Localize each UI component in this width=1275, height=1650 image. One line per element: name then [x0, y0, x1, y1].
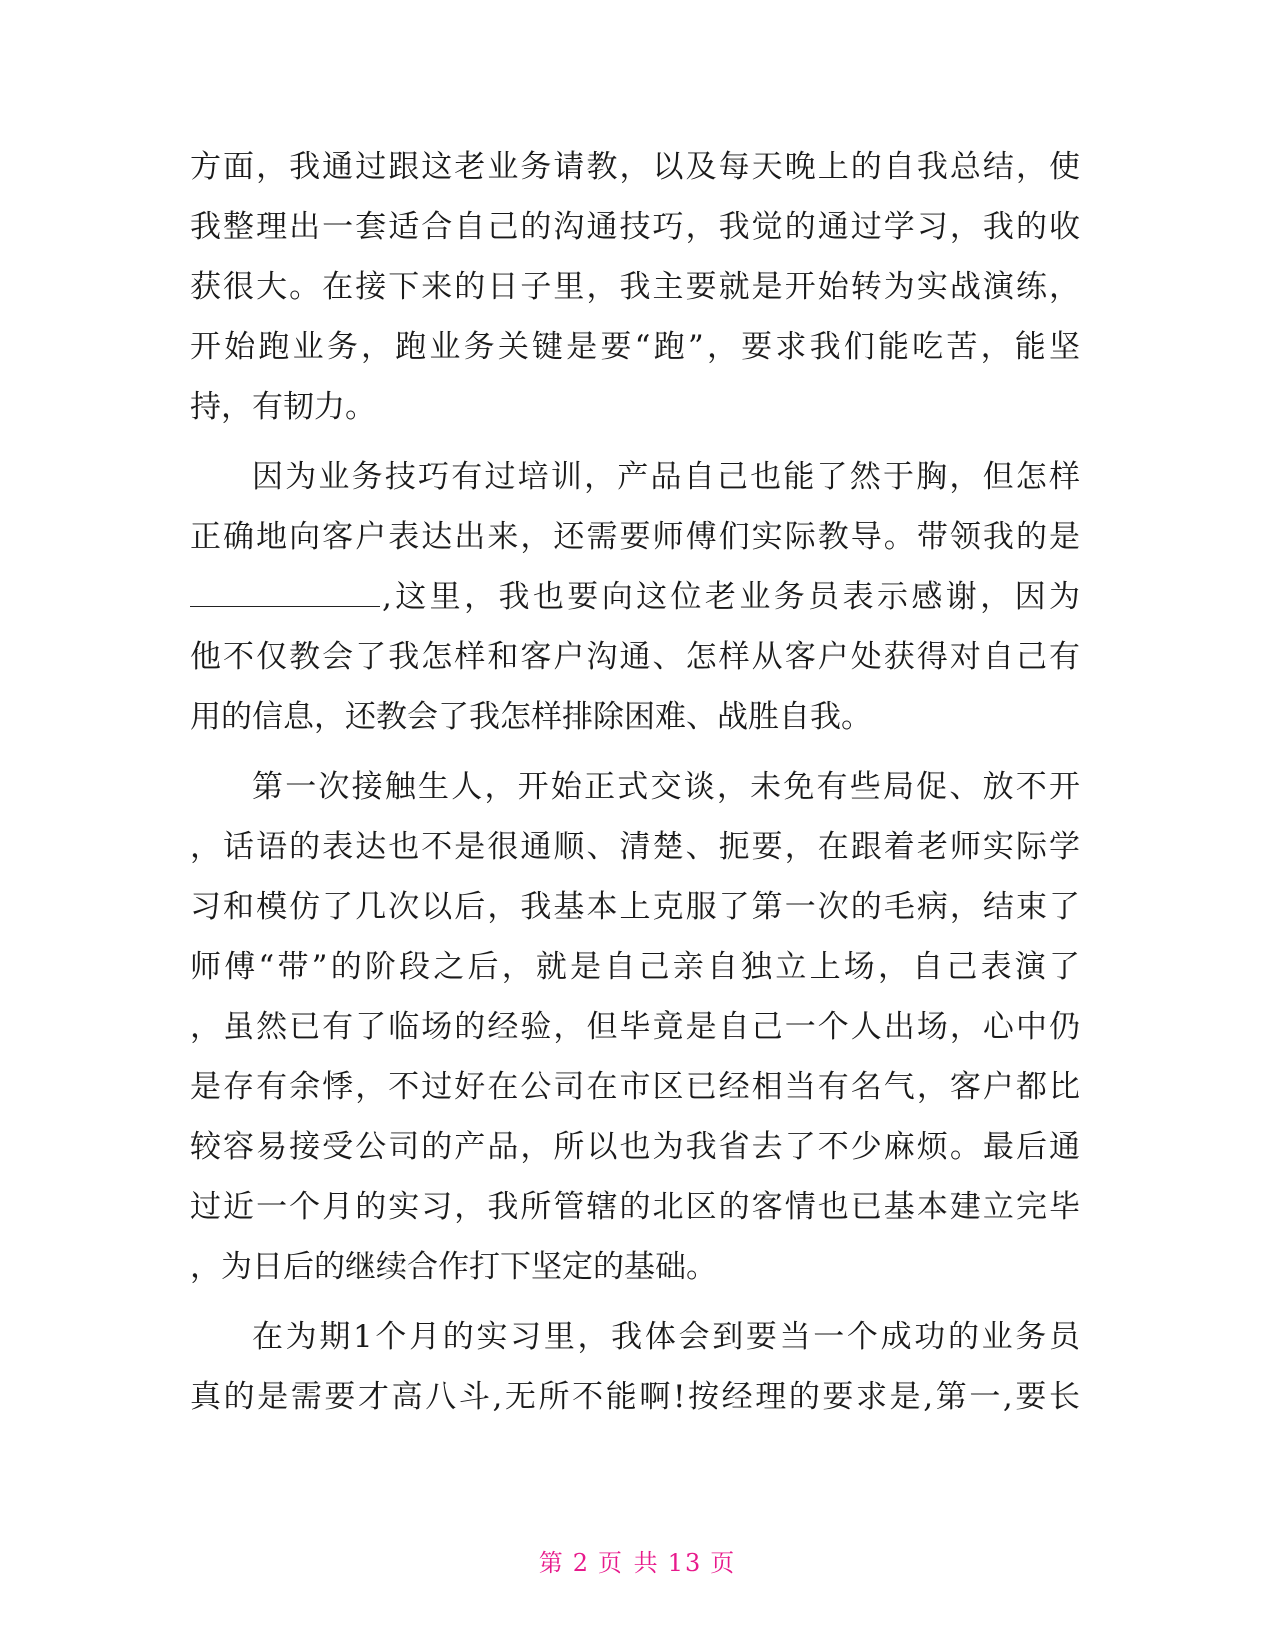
text-line: 真的是需要才高八斗,无所不能啊!按经理的要求是,第一,要长	[190, 1379, 1080, 1415]
text-line: 是存有余悸，不过好在公司在市区已经相当有名气，客户都比	[190, 1069, 1080, 1105]
text-line: 在为期1个月的实习里，我体会到要当一个成功的业务员	[252, 1319, 1080, 1355]
text-line: 师傅“带”的阶段之后，就是自己亲自独立上场，自己表演了	[190, 949, 1080, 985]
text-line: 持，有韧力。	[190, 389, 376, 425]
text-line: 较容易接受公司的产品，所以也为我省去了不少麻烦。最后通	[190, 1129, 1080, 1165]
text-line: 过近一个月的实习，我所管辖的北区的客情也已基本建立完毕	[190, 1189, 1080, 1225]
text-segment: ,这里，我也要向这位老业务员表示感谢，因为	[382, 579, 1080, 615]
footer-page-number: 2	[572, 1549, 591, 1577]
text-line: ，为日后的继续合作打下坚定的基础。	[190, 1249, 717, 1285]
text-line: 第一次接触生人，开始正式交谈，未免有些局促、放不开	[252, 769, 1080, 805]
footer-middle: 页 共	[598, 1549, 660, 1577]
footer-prefix: 第	[538, 1549, 565, 1577]
text-line: ，虽然已有了临场的经验，但毕竟是自己一个人出场，心中仍	[190, 1009, 1080, 1045]
text-line: 我整理出一套适合自己的沟通技巧，我觉的通过学习，我的收	[190, 209, 1080, 245]
text-line: ，话语的表达也不是很通顺、清楚、扼要，在跟着老师实际学	[190, 829, 1080, 865]
text-line-with-blank	[190, 577, 1080, 617]
text-line: 正确地向客户表达出来，还需要师傅们实际教导。带领我的是	[190, 519, 1080, 555]
text-line: 他不仅教会了我怎样和客户沟通、怎样从客户处获得对自己有	[190, 639, 1080, 675]
text-line: 用的信息，还教会了我怎样排除困难、战胜自我。	[190, 699, 872, 735]
footer-total-pages: 13	[667, 1549, 703, 1577]
text-line: 获很大。在接下来的日子里，我主要就是开始转为实战演练，	[190, 269, 1080, 305]
page-footer	[0, 1543, 1275, 1578]
text-line: 因为业务技巧有过培训，产品自己也能了然于胸，但怎样	[252, 459, 1080, 495]
fill-in-blank	[190, 578, 380, 607]
text-line: 开始跑业务，跑业务关键是要“跑”，要求我们能吃苦，能坚	[190, 329, 1080, 365]
text-line: 方面，我通过跟这老业务请教，以及每天晚上的自我总结，使	[190, 149, 1080, 185]
text-line: 习和模仿了几次以后，我基本上克服了第一次的毛病，结束了	[190, 889, 1080, 925]
footer-suffix: 页	[710, 1549, 737, 1577]
